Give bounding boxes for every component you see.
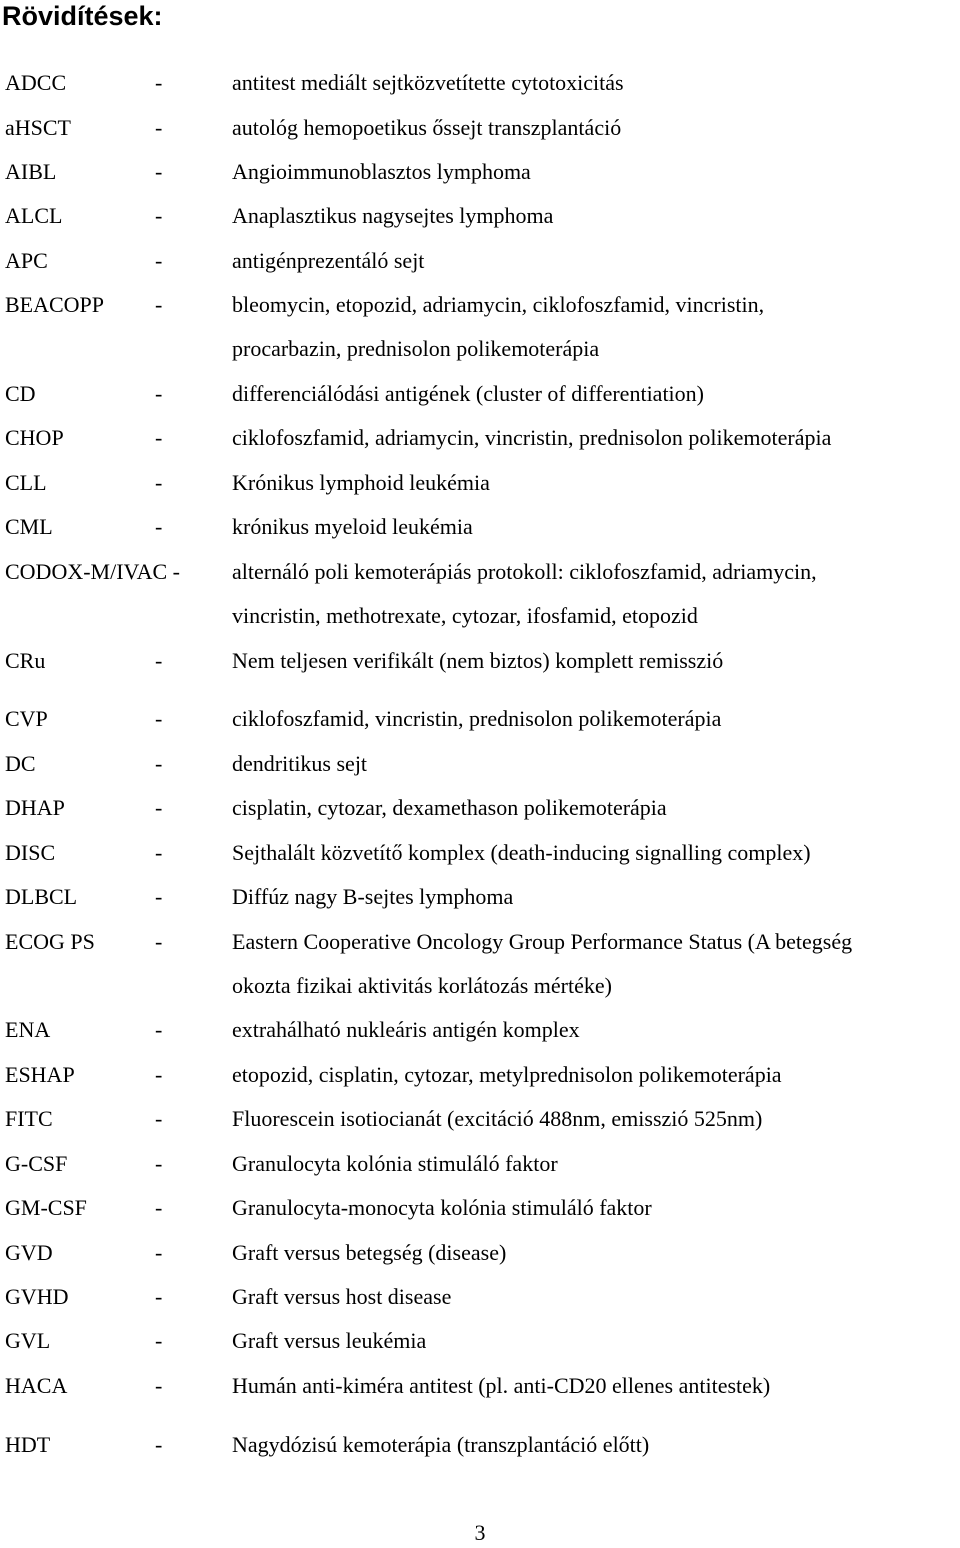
abbreviation-term: ESHAP [5, 1062, 75, 1087]
abbreviation-row [0, 157, 960, 191]
separator-dash: - [155, 159, 163, 184]
abbreviation-definition: Graft versus host disease [232, 1284, 452, 1309]
abbreviation-term: CML [5, 514, 53, 539]
abbreviation-definition: ciklofoszfamid, adriamycin, vincristin, prednisolon polikemoterápia [232, 425, 832, 450]
abbreviation-term: aHSCT [5, 115, 71, 140]
separator-dash: - [155, 1240, 163, 1265]
separator-dash: - [155, 1195, 163, 1220]
abbreviation-term: BEACOPP [5, 292, 105, 317]
abbreviation-term: HDT [5, 1432, 51, 1457]
abbreviation-term: CD [5, 381, 36, 406]
separator-dash: - [155, 70, 163, 95]
abbreviation-row [0, 1238, 960, 1272]
abbreviation-row [0, 246, 960, 280]
abbreviation-term: ALCL [5, 203, 63, 228]
abbreviation-term: CVP [5, 706, 48, 731]
separator-dash: - [155, 1328, 163, 1353]
abbreviation-definition: differenciálódási antigének (cluster of differentiation) [232, 381, 704, 406]
abbreviation-term: APC [5, 248, 48, 273]
abbreviation-definition: Granulocyta kolónia stimuláló faktor [232, 1151, 558, 1176]
separator-dash: - [155, 1106, 163, 1131]
separator-dash: - [155, 292, 163, 317]
separator-dash: - [155, 648, 163, 673]
separator-dash: - [155, 1284, 163, 1309]
abbreviation-definition: Sejthalált közvetítő komplex (death-inducing signalling complex) [232, 840, 811, 865]
abbreviation-definition: Diffúz nagy B-sejtes lymphoma [232, 884, 514, 909]
abbreviation-row [0, 793, 960, 827]
abbreviation-row [0, 749, 960, 783]
abbreviation-row [0, 927, 960, 998]
abbreviation-definition: Graft versus betegség (disease) [232, 1240, 507, 1265]
abbreviation-row [0, 113, 960, 147]
page-number: 3 [474, 1520, 486, 1545]
definition-continuation: procarbazin, prednisolon polikemoterápia [232, 336, 600, 361]
abbreviation-term: GVHD [5, 1284, 69, 1309]
abbreviation-definition: alternáló poli kemoterápiás protokoll: ciklofoszfamid, adriamycin, [232, 559, 817, 584]
abbreviation-term: GVL [5, 1328, 51, 1353]
abbreviation-term: GM-CSF [5, 1195, 87, 1220]
abbreviation-definition: Nem teljesen verifikált (nem biztos) komplett remisszió [232, 648, 724, 673]
abbreviation-term: CLL [5, 470, 47, 495]
separator-dash: - [155, 884, 163, 909]
abbreviation-term: CHOP [5, 425, 64, 450]
abbreviation-definition: Angioimmunoblasztos lymphoma [232, 159, 531, 184]
abbreviation-definition: Granulocyta-monocyta kolónia stimuláló faktor [232, 1195, 652, 1220]
abbreviation-definition: antigénprezentáló sejt [232, 248, 425, 273]
separator-dash: - [155, 706, 163, 731]
abbreviation-row [0, 1149, 960, 1183]
abbreviation-row [0, 1104, 960, 1138]
separator-dash: - [155, 115, 163, 140]
abbreviation-term: AIBL [5, 159, 57, 184]
abbreviation-row [0, 1371, 960, 1405]
separator-dash: - [155, 1373, 163, 1398]
abbreviation-definition: etopozid, cisplatin, cytozar, metylprednisolon polikemoterápia [232, 1062, 782, 1087]
abbreviation-row [0, 557, 960, 628]
abbreviation-definition: Anaplasztikus nagysejtes lymphoma [232, 203, 554, 228]
separator-dash: - [155, 1151, 163, 1176]
abbreviation-definition: Fluorescein isotiocianát (excitáció 488nm, emisszió 525nm) [232, 1106, 763, 1131]
separator-dash: - [155, 203, 163, 228]
abbreviation-row [0, 379, 960, 413]
separator-dash: - [155, 1062, 163, 1087]
abbreviation-row [0, 1282, 960, 1316]
separator-dash: - [155, 795, 163, 820]
abbreviation-row [0, 1430, 960, 1464]
abbreviation-term: CRu [5, 648, 46, 673]
abbreviation-definition: bleomycin, etopozid, adriamycin, ciklofoszfamid, vincristin, [232, 292, 765, 317]
abbreviation-definition: Nagydózisú kemoterápia (transzplantáció előtt) [232, 1432, 650, 1457]
abbreviation-term: ECOG PS [5, 929, 95, 954]
abbreviation-row [0, 646, 960, 680]
abbreviation-row [0, 68, 960, 102]
abbreviation-term: DLBCL [5, 884, 78, 909]
abbreviation-term: ENA [5, 1017, 51, 1042]
abbreviation-definition: Humán anti-kiméra antitest (pl. anti-CD20 ellenes antitestek) [232, 1373, 771, 1398]
abbreviation-term: HACA [5, 1373, 68, 1398]
abbreviation-definition: autológ hemopoetikus őssejt transzplantáció [232, 115, 622, 140]
abbreviation-row [0, 882, 960, 916]
abbreviation-row [0, 423, 960, 457]
abbreviation-row [0, 1326, 960, 1360]
abbreviation-row [0, 290, 960, 361]
abbreviation-row [0, 838, 960, 872]
abbreviation-definition: Krónikus lymphoid leukémia [232, 470, 490, 495]
abbreviation-row [0, 201, 960, 235]
page-heading: Rövidítések: [2, 1, 163, 31]
abbreviation-row [0, 468, 960, 502]
abbreviation-term: GVD [5, 1240, 53, 1265]
abbreviation-row [0, 1015, 960, 1049]
definition-continuation: okozta fizikai aktivitás korlátozás mértéke) [232, 973, 612, 998]
abbreviation-term: DHAP [5, 795, 65, 820]
separator-dash: - [155, 751, 163, 776]
abbreviation-term: DISC [5, 840, 56, 865]
abbreviation-definition: krónikus myeloid leukémia [232, 514, 473, 539]
separator-dash: - [155, 1017, 163, 1042]
separator-dash: - [155, 840, 163, 865]
abbreviation-definition: cisplatin, cytozar, dexamethason polikemoterápia [232, 795, 667, 820]
separator-dash: - [155, 425, 163, 450]
separator-dash: - [155, 929, 163, 954]
separator-dash: - [155, 248, 163, 273]
abbreviation-definition: Graft versus leukémia [232, 1328, 427, 1353]
abbreviation-term: G-CSF [5, 1151, 68, 1176]
abbreviation-definition: antitest mediált sejtközvetítette cytotoxicitás [232, 70, 624, 95]
abbreviation-row [0, 704, 960, 738]
abbreviation-definition: ciklofoszfamid, vincristin, prednisolon polikemoterápia [232, 706, 722, 731]
separator-dash: - [155, 470, 163, 495]
abbreviation-row [0, 512, 960, 546]
separator-dash: - [155, 381, 163, 406]
abbreviation-term: CODOX-M/IVAC - [5, 559, 180, 584]
abbreviation-definition: dendritikus sejt [232, 751, 368, 776]
abbreviation-term: FITC [5, 1106, 53, 1131]
abbreviation-row [0, 1060, 960, 1094]
abbreviation-term: ADCC [5, 70, 67, 95]
separator-dash: - [155, 1432, 163, 1457]
abbreviation-row [0, 1193, 960, 1227]
abbreviation-term: DC [5, 751, 36, 776]
separator-dash: - [155, 514, 163, 539]
abbreviation-definition: extrahálható nukleáris antigén komplex [232, 1017, 580, 1042]
abbreviation-definition: Eastern Cooperative Oncology Group Performance Status (A betegség [232, 929, 853, 954]
definition-continuation: vincristin, methotrexate, cytozar, ifosfamid, etopozid [232, 603, 698, 628]
